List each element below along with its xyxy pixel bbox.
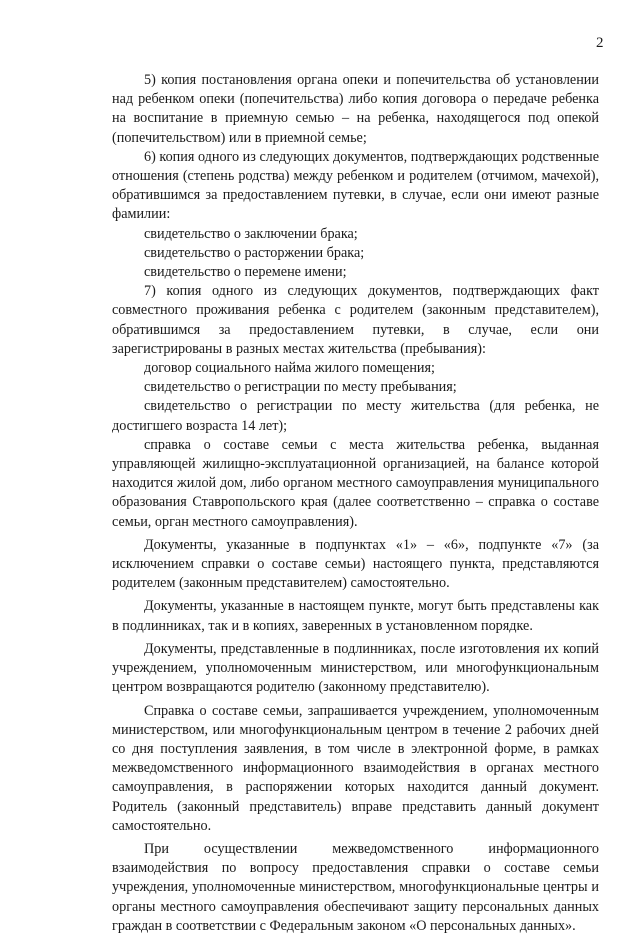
list-item-stay-registration: свидетельство о регистрации по месту пребывания; <box>144 379 457 396</box>
list-item-social-tenancy-agreement: договор социального найма жилого помещения; <box>144 360 435 377</box>
paragraph-item-5: 5) копия постановления органа опеки и попечительства об установлении над ребенком опеки (попечительства) либо копия договора о передаче ребенка на воспитание в приемную семью – на ребенка, находящегося под опекой (попечительством) или в приемной семье; <box>112 72 599 146</box>
paragraph-family-certificate-request: Справка о составе семьи, запрашивается учреждением, уполномоченным министерством, или многофункциональным центром в течение 2 рабочих дней со дня поступления заявления, в том числе в электронной форме, в рамках межведомственного информационного взаимодействия в органах местного самоуправления, в распоряжении которых находится данный документ. Родитель (законный представитель) вправе представить данный документ самостоятельно. <box>112 702 599 834</box>
list-item-marriage-certificate: свидетельство о заключении брака; <box>144 225 358 242</box>
list-item-residence-registration: свидетельство о регистрации по месту жительства (для ребенка, не достигшего возраста 14 лет); <box>112 398 599 434</box>
list-item-name-change-certificate: свидетельство о перемене имени; <box>144 264 347 281</box>
paragraph-documents-submitted: Документы, указанные в подпунктах «1» – «6», подпункте «7» (за исключением справки о составе семьи) настоящего пункта, представляются родителем (законным представителем) самостоятельно. <box>112 536 599 592</box>
list-item-divorce-certificate: свидетельство о расторжении брака; <box>144 244 365 261</box>
list-item-family-composition-certificate: справка о составе семьи с места жительства ребенка, выданная управляющей жилищно-эксплуатационной организацией, на балансе которой находится жилой дом, либо органом местного самоуправления муниципального образования Ставропольского края (далее соответственно – справка о составе семьи, орган местного самоуправления). <box>112 436 599 530</box>
page-number: 2 <box>596 35 604 51</box>
document-body <box>112 71 599 936</box>
paragraph-item-6: 6) копия одного из следующих документов, подтверждающих родственные отношения (степень родства) между ребенком и родителем (отчимом, мачехой), обратившимся за предоставлением путевки, в случае, если они имеют разные фамилии: <box>112 148 599 223</box>
paragraph-personal-data-protection: При осуществлении межведомственного информационного взаимодействия по вопросу предоставления справки о составе семьи учреждения, уполномоченные министерством, многофункциональные центры и органы местного самоуправления обеспечивают защиту персональных данных граждан в соответствии с Федеральным законом «О персональных данных». <box>112 840 599 934</box>
paragraph-originals-returned: Документы, представленные в подлинниках, после изготовления их копий учреждением, уполномоченным министерством, или многофункциональным центром возвращаются родителю (законному представителю). <box>112 640 599 696</box>
paragraph-originals-or-copies: Документы, указанные в настоящем пункте, могут быть представлены как в подлинниках, так и в копиях, заверенных в установленном порядке. <box>112 598 599 634</box>
paragraph-item-7: 7) копия одного из следующих документов, подтверждающих факт совместного проживания ребенка с родителем (законным представителем), обратившимся за предоставлением путевки, в случае, если они зарегистрированы в разных местах жительства (пребывания): <box>112 283 599 357</box>
